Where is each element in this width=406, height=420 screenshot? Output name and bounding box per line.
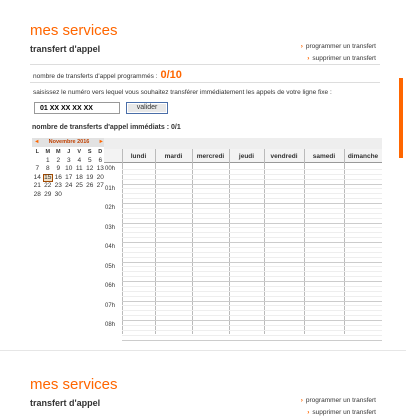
phone-number-input[interactable]: [34, 102, 120, 114]
count-value: 0/10: [160, 69, 182, 81]
mini-calendar: [32, 138, 106, 199]
scrollbar[interactable]: [399, 78, 403, 158]
quarter-line: [122, 218, 382, 219]
weekday-header: M: [45, 149, 51, 155]
hour-line: [122, 301, 382, 302]
calendar-day[interactable]: 26: [86, 182, 94, 189]
weekday-header: S: [87, 149, 92, 155]
quarter-line: [122, 325, 382, 326]
page-subtitle-bottom: transfert d'appel: [30, 398, 101, 408]
calendar-day[interactable]: 23: [54, 182, 62, 189]
calendar-day[interactable]: 19: [86, 173, 94, 181]
day-name: vendredi: [270, 153, 298, 160]
weekday-header: J: [67, 149, 71, 155]
quarter-line: [122, 232, 382, 233]
hour-line: [122, 262, 382, 263]
schedule-top-bar: [104, 138, 382, 149]
calendar-day[interactable]: 8: [45, 165, 50, 172]
hour-line: [122, 223, 382, 224]
calendar-day[interactable]: 14: [33, 173, 41, 181]
calendar-day[interactable]: 25: [75, 182, 83, 189]
quarter-line: [122, 198, 382, 199]
calendar-day[interactable]: 2: [56, 156, 61, 164]
quarter-line: [122, 169, 382, 170]
arrow-icon: ›: [300, 397, 303, 404]
schedule-grid: [104, 138, 382, 334]
calendar-day[interactable]: 18: [75, 173, 83, 181]
calendar-day[interactable]: 20: [96, 173, 104, 181]
calendar-day[interactable]: 16: [54, 173, 62, 181]
hour-line: [122, 281, 382, 282]
quarter-line: [122, 276, 382, 277]
calendar-day[interactable]: 5: [87, 156, 92, 164]
quarter-line: [122, 271, 382, 272]
calendar-day[interactable]: 28: [33, 190, 41, 198]
quarter-line: [122, 179, 382, 180]
calendar-day[interactable]: 22: [44, 182, 52, 189]
weekday-header: D: [98, 149, 103, 155]
hour-label: 03h: [105, 224, 116, 231]
calendar-day[interactable]: 15: [44, 173, 52, 181]
calendar-day[interactable]: 6: [98, 156, 103, 164]
supprimer-transfert-link[interactable]: › supprimer un transfert: [307, 409, 376, 416]
day-name: lundi: [130, 153, 147, 160]
hour-line: [122, 320, 382, 321]
next-month-button[interactable]: ►: [98, 139, 104, 145]
calendar-empty: [74, 191, 85, 200]
quarter-line: [122, 213, 382, 214]
section-separator: [0, 350, 406, 351]
quarter-line: [122, 208, 382, 209]
day-name: samedi: [312, 153, 336, 160]
weekday-header: V: [77, 149, 82, 155]
quarter-line: [122, 227, 382, 228]
calendar-empty: [64, 191, 75, 200]
hour-label: 05h: [105, 263, 116, 270]
hour-label: 07h: [105, 302, 116, 309]
calendar-day[interactable]: 24: [65, 182, 73, 189]
day-name: mercredi: [196, 153, 225, 160]
calendar-day[interactable]: 10: [65, 165, 73, 172]
quarter-line: [122, 335, 382, 336]
hour-label: 08h: [105, 322, 116, 328]
calendar-day[interactable]: 7: [35, 165, 40, 172]
calendar-day[interactable]: 4: [77, 156, 82, 164]
quarter-line: [122, 247, 382, 248]
weekday-header: L: [35, 149, 39, 155]
calendar-day[interactable]: 11: [75, 165, 83, 172]
calendar-day[interactable]: 29: [44, 190, 52, 198]
weekday-header: M: [55, 149, 61, 155]
calendar-day[interactable]: 3: [66, 156, 71, 164]
programmer-transfert-link[interactable]: › programmer un transfert: [300, 397, 376, 404]
instruction-text: saisissez le numéro vers lequel vous souhaitez transférer immédiatement les appels de votre ligne fixe :: [33, 89, 332, 96]
divider: [30, 82, 380, 83]
hour-line: [122, 203, 382, 204]
calendar-day[interactable]: 9: [56, 165, 61, 172]
quarter-line: [122, 291, 382, 292]
immediate-count: nombre de transferts d'appel immédiats : 0/1: [32, 124, 181, 131]
page-subtitle: transfert d'appel: [30, 44, 101, 54]
page-title: mes services: [30, 22, 118, 39]
calendar-empty: [85, 191, 96, 200]
valider-button[interactable]: valider: [126, 102, 168, 114]
action-links: [301, 41, 376, 65]
programmer-transfert-link[interactable]: › programmer un transfert: [300, 43, 376, 50]
calendar-day[interactable]: 27: [96, 182, 104, 189]
arrow-icon: ›: [307, 409, 310, 416]
quarter-line: [122, 266, 382, 267]
prev-month-button[interactable]: ◄: [34, 139, 40, 145]
calendar-day[interactable]: 13: [96, 165, 104, 172]
arrow-icon: ›: [300, 43, 303, 50]
supprimer-transfert-link[interactable]: › supprimer un transfert: [307, 55, 376, 62]
hour-line: [122, 184, 382, 185]
calendar-day[interactable]: 17: [65, 173, 73, 181]
hour-line: [122, 340, 382, 341]
calendar-day[interactable]: 30: [54, 190, 62, 198]
quarter-line: [122, 315, 382, 316]
hour-label: 01h: [105, 185, 116, 192]
hour-line: [122, 242, 382, 243]
quarter-line: [122, 296, 382, 297]
action-links-bottom: [301, 395, 376, 419]
page-title-bottom: mes services: [30, 376, 118, 393]
quarter-line: [122, 188, 382, 189]
calendar-day[interactable]: 21: [33, 182, 41, 189]
day-name: dimanche: [347, 153, 379, 160]
calendar-empty: [32, 157, 43, 166]
hour-label: 00h: [105, 166, 116, 172]
quarter-line: [122, 237, 382, 238]
hour-label: 02h: [105, 205, 116, 211]
quarter-line: [122, 310, 382, 311]
quarter-line: [122, 193, 382, 194]
hour-label: 04h: [105, 244, 116, 250]
quarter-line: [122, 305, 382, 306]
divider: [30, 64, 380, 65]
hour-label: 06h: [105, 283, 116, 289]
quarter-line: [122, 330, 382, 331]
calendar-header: [32, 138, 106, 147]
transfer-count: nombre de transferts d'appel programmés : 0/10: [33, 69, 182, 81]
calendar-grid: [32, 148, 106, 199]
quarter-line: [122, 257, 382, 258]
calendar-day[interactable]: 12: [86, 165, 94, 172]
quarter-line: [122, 286, 382, 287]
calendar-day[interactable]: 1: [45, 156, 50, 164]
day-name: jeudi: [238, 153, 255, 160]
arrow-icon: ›: [307, 55, 310, 62]
calendar-month: Novembre 2016: [48, 139, 90, 145]
quarter-line: [122, 252, 382, 253]
day-name: mardi: [164, 153, 183, 160]
quarter-line: [122, 174, 382, 175]
